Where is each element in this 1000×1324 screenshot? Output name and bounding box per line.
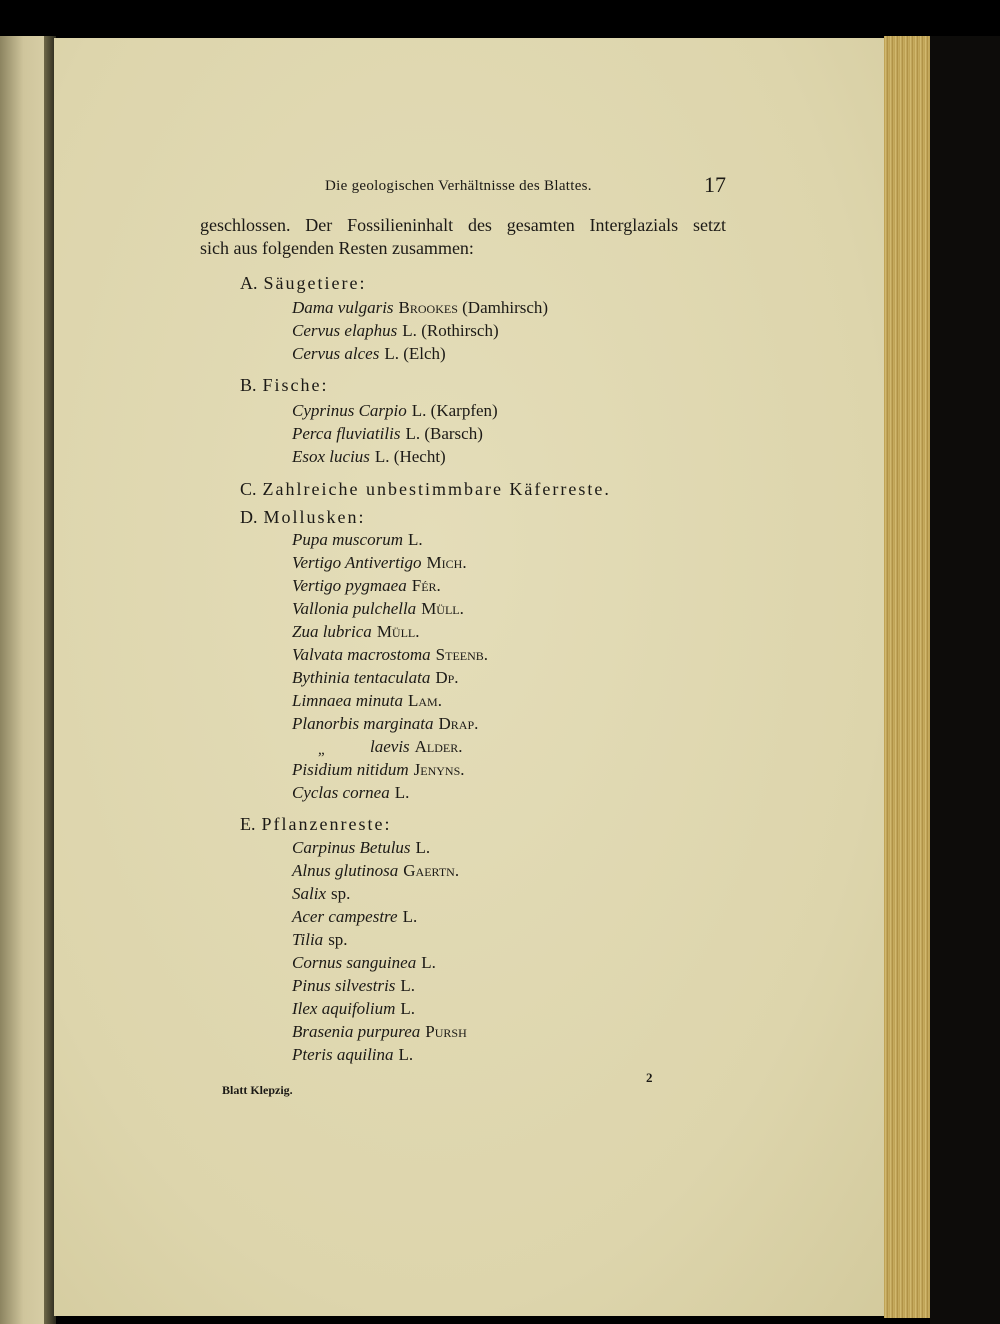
species-name: Acer campestre: [292, 907, 398, 926]
species-author: Gaertn.: [403, 861, 460, 880]
page-block-edge: [884, 36, 936, 1318]
species-name: Valvata macrostoma: [292, 645, 431, 664]
species-name: Salix: [292, 884, 326, 903]
group-heading-b: [240, 375, 329, 396]
species-entry: [370, 737, 463, 757]
species-name: Pteris aquilina: [292, 1045, 394, 1064]
intro-line: sich aus folgenden Resten zusammen:: [200, 238, 474, 258]
sheet-footer: Blatt Klepzig.: [222, 1083, 293, 1097]
species-entry: [292, 576, 441, 596]
species-author: L.: [400, 976, 416, 995]
species-entry: [292, 447, 446, 467]
page-number: 17: [704, 172, 726, 197]
species-author: sp.: [328, 930, 348, 949]
species-name: Vallonia pulchella: [292, 599, 417, 618]
species-author: L.: [405, 424, 421, 443]
species-name: Ilex aquifolium: [292, 999, 396, 1018]
species-name: Pisidium nitidum: [292, 760, 409, 779]
species-entry: [292, 783, 409, 803]
group-title: Säugetiere:: [263, 273, 367, 293]
species-author: Jenyns.: [413, 760, 465, 779]
species-entry: [292, 553, 467, 573]
species-author: Fér.: [411, 576, 441, 595]
species-entry: [292, 884, 350, 904]
group-letter: D.: [240, 507, 258, 527]
species-name: Brasenia purpurea: [292, 1022, 421, 1041]
signature-mark: 2: [646, 1070, 653, 1085]
species-author: Drap.: [438, 714, 479, 733]
species-author: sp.: [331, 884, 351, 903]
species-name: Perca fluviatilis: [292, 424, 401, 443]
group-title: Zahlreiche unbestimmbare Käferreste.: [262, 479, 611, 499]
group-heading-d: [240, 507, 366, 528]
species-author: L.: [402, 907, 418, 926]
species-note: (Karpfen): [430, 401, 498, 420]
species-entry: [292, 298, 548, 318]
species-entry: [292, 861, 459, 881]
group-title: Mollusken:: [263, 507, 366, 527]
group-letter: E.: [240, 814, 256, 834]
species-name: Esox lucius: [292, 447, 370, 466]
species-entry: [292, 953, 436, 973]
species-name: Alnus glutinosa: [292, 861, 399, 880]
intro-paragraph: [200, 214, 726, 260]
species-author: L.: [398, 1045, 414, 1064]
group-heading-a: [240, 273, 366, 294]
species-entry: [292, 424, 483, 444]
ditto-mark: „: [318, 742, 325, 758]
species-name: Vertigo Antivertigo: [292, 553, 422, 572]
intro-line: geschlossen. Der Fossilieninhalt des gesamten Interglazials setzt: [200, 215, 726, 235]
species-name: Vertigo pygmaea: [292, 576, 407, 595]
group-letter: A.: [240, 273, 258, 293]
species-entry: [292, 1045, 413, 1065]
species-name: Cervus alces: [292, 344, 380, 363]
species-author: Alder.: [414, 737, 463, 756]
species-name: Cyclas cornea: [292, 783, 390, 802]
species-entry: [292, 760, 465, 780]
species-entry: [292, 838, 430, 858]
species-entry: [292, 401, 498, 421]
group-letter: C.: [240, 479, 257, 499]
species-entry: [292, 999, 415, 1019]
species-author: Mich.: [426, 553, 467, 572]
species-author: L.: [407, 530, 423, 549]
species-author: L.: [374, 447, 390, 466]
running-head: Die geologischen Verhältnisse des Blattes.: [325, 178, 592, 194]
species-name: Cornus sanguinea: [292, 953, 417, 972]
species-entry: [292, 907, 417, 927]
species-author: L.: [411, 401, 427, 420]
book-cover: [930, 36, 1000, 1324]
species-name: Limnaea minuta: [292, 691, 403, 710]
species-entry: [292, 1022, 467, 1042]
species-name: laevis: [370, 737, 410, 756]
species-entry: [292, 344, 446, 364]
species-author: Müll.: [376, 622, 420, 641]
species-author: Pursh: [425, 1022, 467, 1041]
species-note: (Hecht): [393, 447, 446, 466]
species-name: Cervus elaphus: [292, 321, 398, 340]
species-note: (Barsch): [424, 424, 483, 443]
species-name: Carpinus Betulus: [292, 838, 411, 857]
species-name: Cyprinus Carpio: [292, 401, 407, 420]
species-name: Zua lubrica: [292, 622, 372, 641]
species-name: Planorbis marginata: [292, 714, 434, 733]
species-note: (Damhirsch): [462, 298, 549, 317]
species-author: L.: [394, 783, 410, 802]
species-entry: [292, 976, 415, 996]
species-author: L.: [402, 321, 417, 340]
species-name: Bythinia tentaculata: [292, 668, 431, 687]
species-author: Dp.: [435, 668, 459, 687]
species-author: L.: [415, 838, 431, 857]
species-entry: [292, 714, 478, 734]
species-note: (Elch): [403, 344, 446, 363]
species-entry: [292, 321, 499, 341]
species-name: Pupa muscorum: [292, 530, 403, 549]
species-author: Steenb.: [435, 645, 489, 664]
group-heading-c: [240, 479, 611, 500]
species-entry: [292, 668, 459, 688]
species-entry: [292, 599, 464, 619]
group-letter: B.: [240, 375, 257, 395]
species-name: Pinus silvestris: [292, 976, 396, 995]
species-name: Dama vulgaris: [292, 298, 394, 317]
species-entry: [292, 691, 442, 711]
species-author: L.: [400, 999, 416, 1018]
species-name: Tilia: [292, 930, 324, 949]
group-heading-e: [240, 814, 391, 835]
species-author: L.: [421, 953, 436, 972]
species-author: Müll.: [421, 599, 464, 618]
species-author: Brookes: [398, 298, 458, 317]
species-author: L.: [384, 344, 399, 363]
species-entry: [292, 530, 423, 550]
species-author: Lam.: [407, 691, 442, 710]
species-note: (Rothirsch): [421, 321, 499, 340]
group-title: Pflanzenreste:: [261, 814, 392, 834]
group-title: Fische:: [262, 375, 329, 395]
species-entry: [292, 930, 348, 950]
species-entry: [292, 645, 488, 665]
species-entry: [292, 622, 420, 642]
